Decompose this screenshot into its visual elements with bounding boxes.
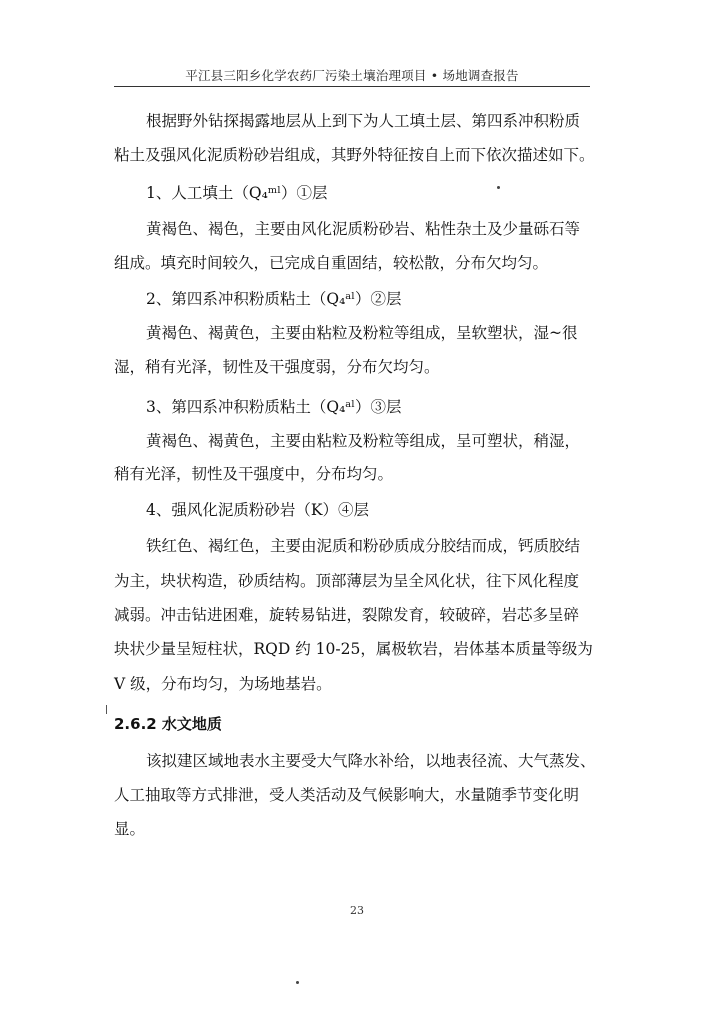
scan-speck [497, 186, 500, 189]
layer-3-heading: 3、第四系冲积粉质粘土（Q₄ᵃˡ）③层 [146, 398, 402, 416]
paragraph-intro-line-1: 根据野外钻探揭露地层从上到下为人工填土层、第四系冲积粉质 [146, 112, 581, 130]
layer-4-heading: 4、强风化泥质粉砂岩（K）④层 [146, 501, 369, 519]
margin-mark [106, 705, 107, 714]
layer-2-line-2: 湿，稍有光泽，韧性及干强度弱，分布欠均匀。 [114, 358, 440, 376]
page-number: 23 [350, 904, 364, 917]
layer-1-heading: 1、人工填土（Q₄ᵐˡ）①层 [146, 184, 328, 202]
layer-1-line-1: 黄褐色、褐色，主要由风化泥质粉砂岩、粘性杂土及少量砾石等 [146, 220, 581, 238]
hydro-line-3: 显。 [114, 820, 146, 838]
paragraph-intro-line-2: 粘土及强风化泥质粉砂岩组成，其野外特征按自上而下依次描述如下。 [114, 146, 595, 164]
layer-1-line-2: 组成。填充时间较久，已完成自重固结，较松散，分布欠均匀。 [114, 254, 549, 272]
layer-3-line-2: 稍有光泽，韧性及干强度中，分布均匀。 [114, 465, 394, 483]
layer-2-line-1: 黄褐色、褐黄色，主要由粘粒及粉粒等组成，呈软塑状，湿~很 [146, 324, 578, 342]
layer-3-line-1: 黄褐色、褐黄色，主要由粘粒及粉粒等组成，呈可塑状，稍湿， [146, 432, 581, 450]
hydro-line-2: 人工抽取等方式排泄，受人类活动及气候影响大，水量随季节变化明 [114, 786, 580, 804]
layer-4-line-5: V 级，分布均匀，为场地基岩。 [114, 675, 332, 693]
hydro-line-1: 该拟建区域地表水主要受大气降水补给，以地表径流、大气蒸发、 [146, 752, 596, 770]
layer-4-line-2: 为主，块状构造，砂质结构。顶部薄层为呈全风化状，往下风化程度 [114, 572, 580, 590]
layer-4-line-1: 铁红色、褐红色，主要由泥质和粉砂质成分胶结而成，钙质胶结 [146, 537, 581, 555]
section-heading: 2.6.2 水文地质 [114, 715, 222, 733]
scan-speck [296, 981, 299, 984]
running-header: 平江县三阳乡化学农药厂污染土壤治理项目 • 场地调查报告 [185, 68, 519, 83]
layer-4-line-4: 块状少量呈短柱状，RQD 约 10-25，属极软岩，岩体基本质量等级为 [114, 640, 593, 658]
header-rule [114, 86, 590, 87]
layer-4-line-3: 减弱。冲击钻进困难，旋转易钻进，裂隙发育，较破碎，岩芯多呈碎 [114, 606, 580, 624]
layer-2-heading: 2、第四系冲积粉质粘土（Q₄ᵃˡ）②层 [146, 290, 402, 308]
